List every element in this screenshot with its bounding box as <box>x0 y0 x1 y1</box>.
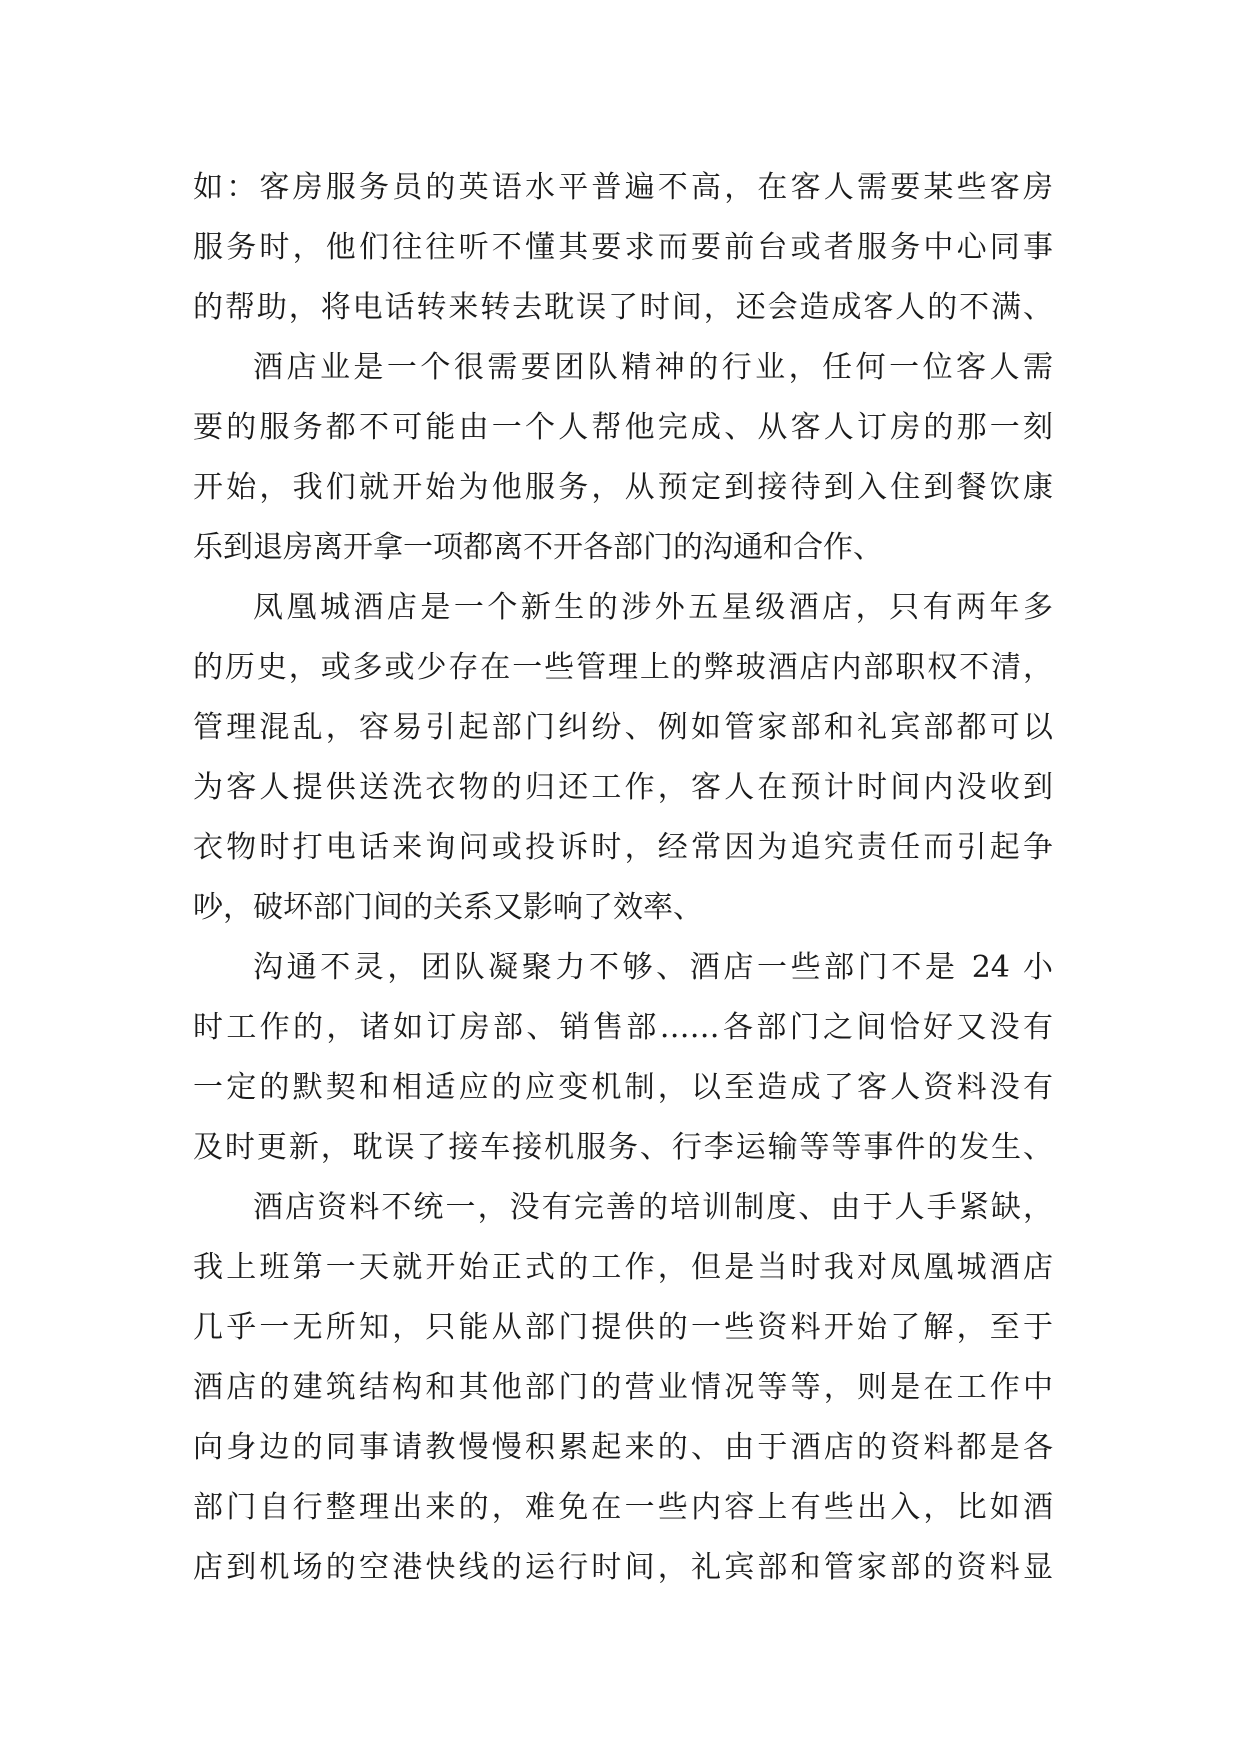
text-line: 部门自行整理出来的，难免在一些内容上有些出入，比如酒 <box>193 1490 1053 1525</box>
text-line: 要的服务都不可能由一个人帮他完成、从客人订房的那一刻 <box>193 410 1053 445</box>
text-line: 的历史，或多或少存在一些管理上的弊玻酒店内部职权不清， <box>193 650 1053 685</box>
text-line: 一定的默契和相适应的应变机制，以至造成了客人资料没有 <box>193 1070 1053 1105</box>
text-line: 的帮助，将电话转来转去耽误了时间，还会造成客人的不满、 <box>193 290 1053 325</box>
paragraph-first-line: 酒店业是一个很需要团队精神的行业，任何一位客人需 <box>253 350 1053 385</box>
paragraph-first-line: 酒店资料不统一，没有完善的培训制度、由于人手紧缺， <box>253 1190 1053 1225</box>
text-line: 向身边的同事请教慢慢积累起来的、由于酒店的资料都是各 <box>193 1430 1053 1465</box>
paragraph-last-line: 乐到退房离开拿一项都离不开各部门的沟通和合作、 <box>193 530 883 565</box>
text-line: 及时更新，耽误了接车接机服务、行李运输等等事件的发生、 <box>193 1130 1053 1165</box>
text-line: 时工作的，诸如订房部、销售部……各部门之间恰好又没有 <box>193 1010 1053 1045</box>
text-line: 管理混乱，容易引起部门纠纷、例如管家部和礼宾部都可以 <box>193 710 1053 745</box>
text-line: 我上班第一天就开始正式的工作，但是当时我对凤凰城酒店 <box>193 1250 1053 1285</box>
text-line: 开始，我们就开始为他服务，从预定到接待到入住到餐饮康 <box>193 470 1053 505</box>
text-line: 服务时，他们往往听不懂其要求而要前台或者服务中心同事 <box>193 230 1053 265</box>
text-line: 衣物时打电话来询问或投诉时，经常因为追究责任而引起争 <box>193 830 1053 865</box>
text-line: 酒店的建筑结构和其他部门的营业情况等等，则是在工作中 <box>193 1370 1053 1405</box>
text-line: 如：客房服务员的英语水平普遍不高，在客人需要某些客房 <box>193 170 1053 205</box>
paragraph-first-line: 凤凰城酒店是一个新生的涉外五星级酒店，只有两年多 <box>253 590 1053 625</box>
text-line: 几乎一无所知，只能从部门提供的一些资料开始了解，至于 <box>193 1310 1053 1345</box>
paragraph-first-line: 沟通不灵，团队凝聚力不够、酒店一些部门不是 24 小 <box>253 950 1053 985</box>
paragraph-last-line: 吵，破坏部门间的关系又影响了效率、 <box>193 890 703 925</box>
text-line: 店到机场的空港快线的运行时间，礼宾部和管家部的资料显 <box>193 1550 1053 1585</box>
text-line: 为客人提供送洗衣物的归还工作，客人在预计时间内没收到 <box>193 770 1053 805</box>
body-text <box>193 158 1053 1598</box>
